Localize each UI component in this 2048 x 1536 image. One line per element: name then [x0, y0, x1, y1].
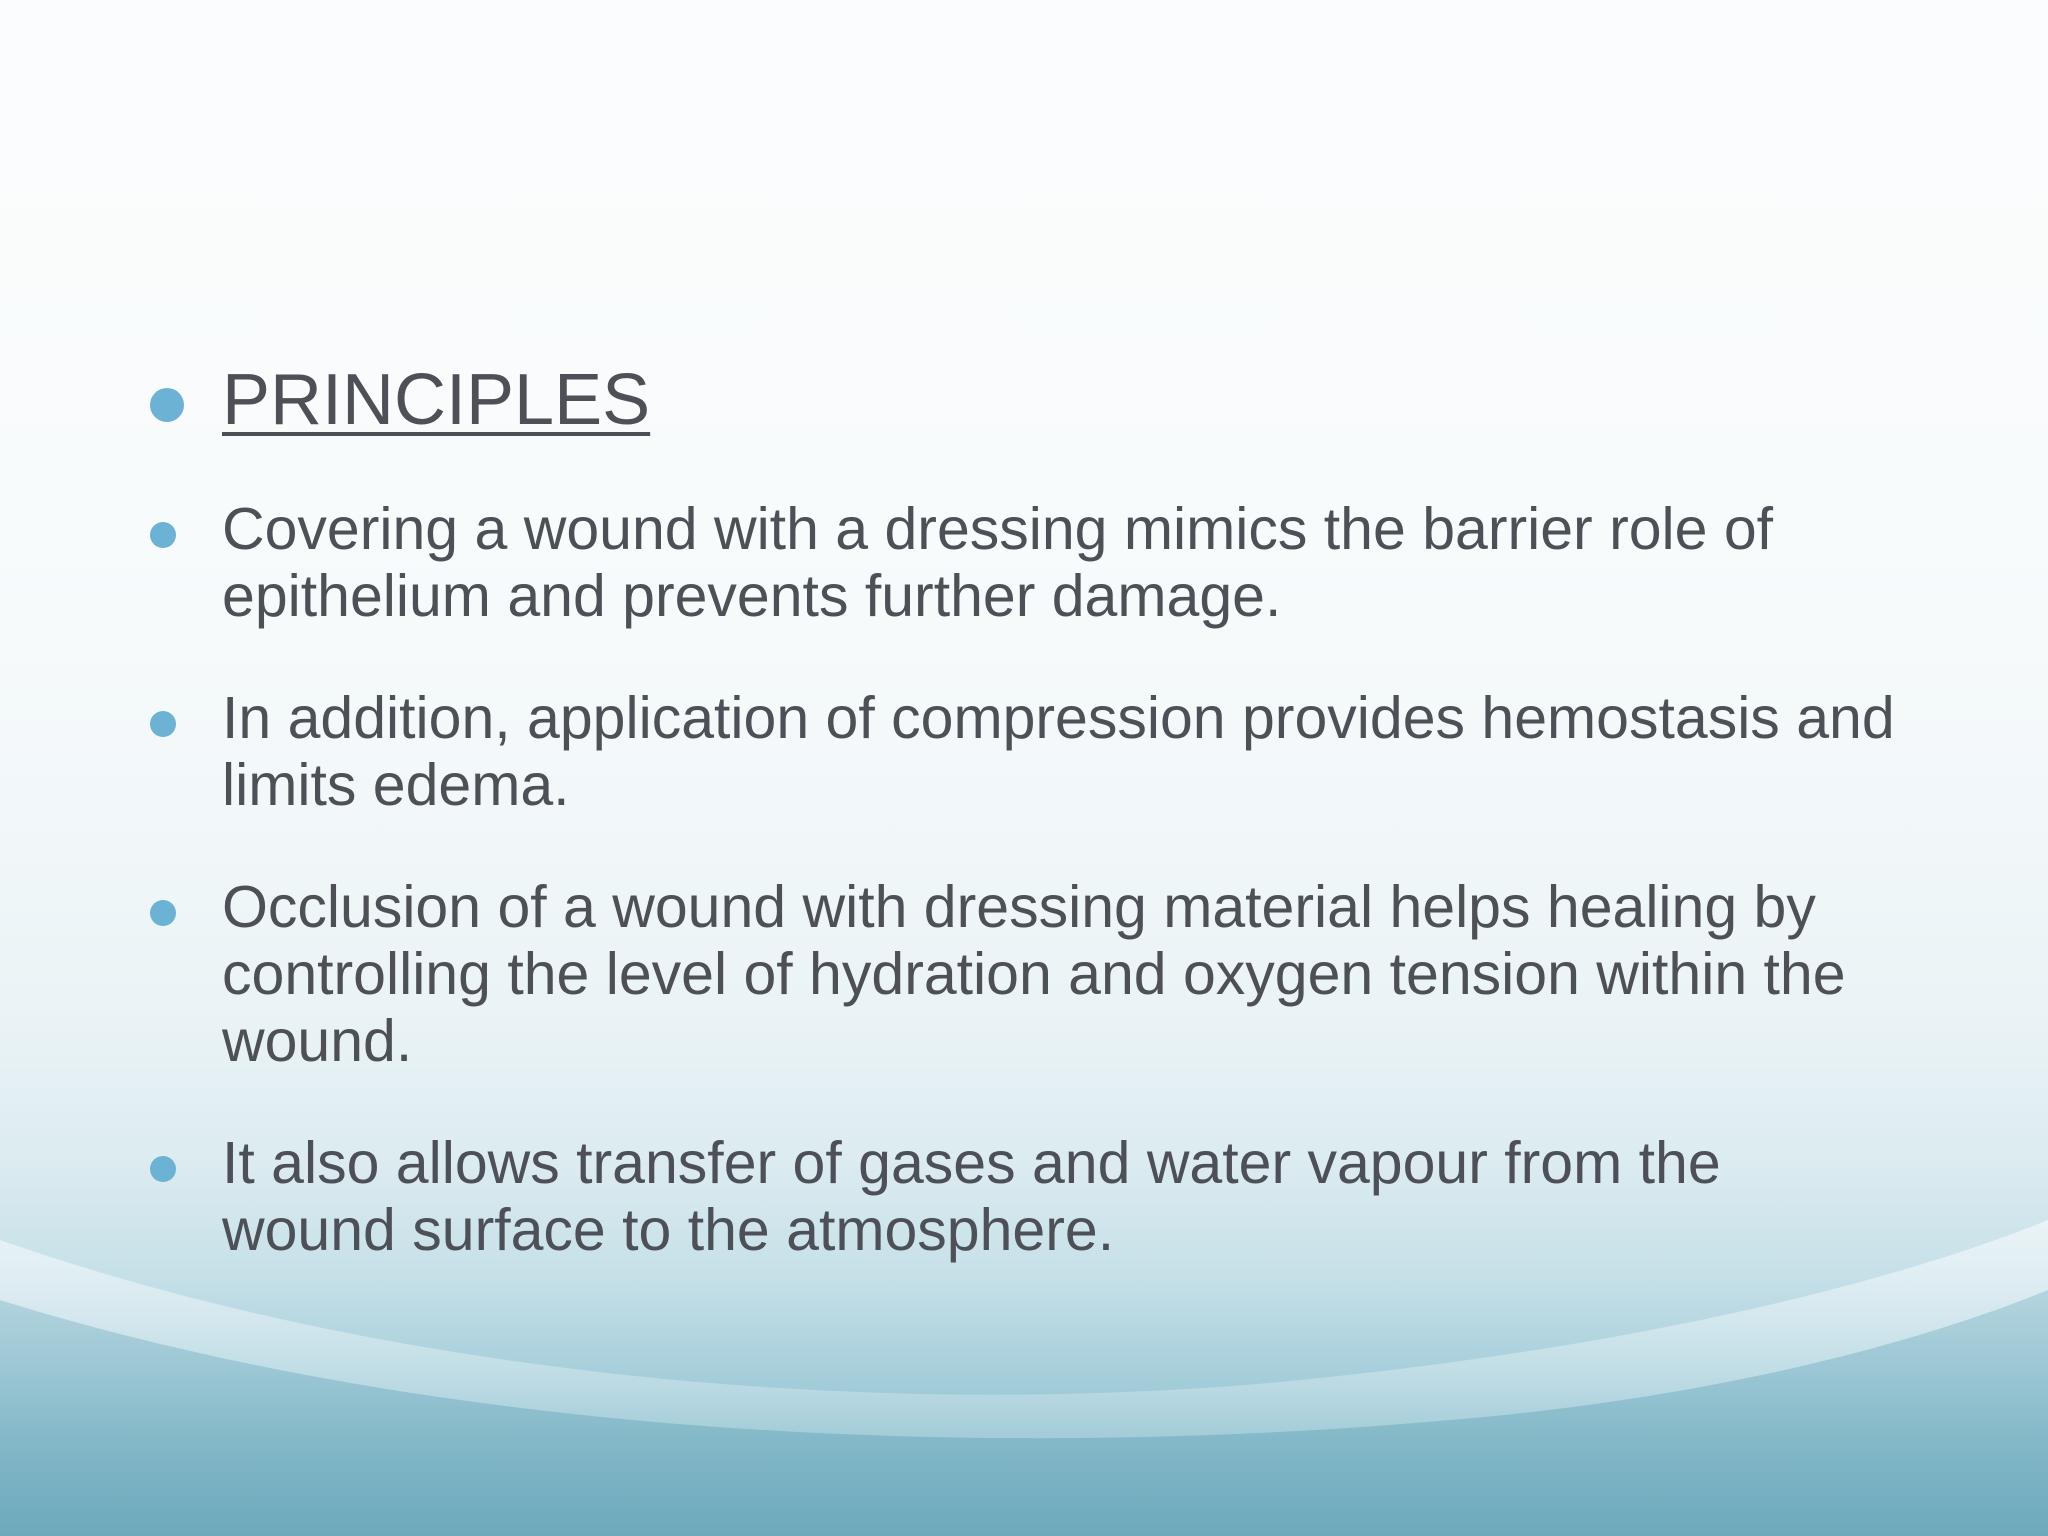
bullet-dot-icon — [150, 711, 176, 737]
bullet-text: It also allows transfer of gases and water vapour from the wound surface to the atmosphere. — [222, 1130, 1721, 1263]
bullet-item — [140, 874, 1900, 1075]
bullet-dot-icon — [150, 388, 184, 422]
bullet-item — [140, 496, 1900, 630]
bullet-item — [140, 1130, 1900, 1264]
bullet-item — [140, 685, 1900, 819]
slide-content — [140, 360, 1900, 1319]
bullet-dot-icon — [150, 1156, 176, 1182]
bullet-text: In addition, application of compression provides hemostasis and limits edema. — [222, 685, 1895, 818]
bullet-dot-icon — [150, 522, 176, 548]
slide-heading: PRINCIPLES — [222, 360, 651, 440]
bullet-text: Occlusion of a wound with dressing material helps healing by controlling the level of hydration and oxygen tension within the wound. — [222, 874, 1846, 1074]
bullet-dot-icon — [150, 900, 176, 926]
heading-item — [140, 360, 1900, 440]
bullet-text: Covering a wound with a dressing mimics the barrier role of epithelium and prevents further damage. — [222, 496, 1774, 629]
